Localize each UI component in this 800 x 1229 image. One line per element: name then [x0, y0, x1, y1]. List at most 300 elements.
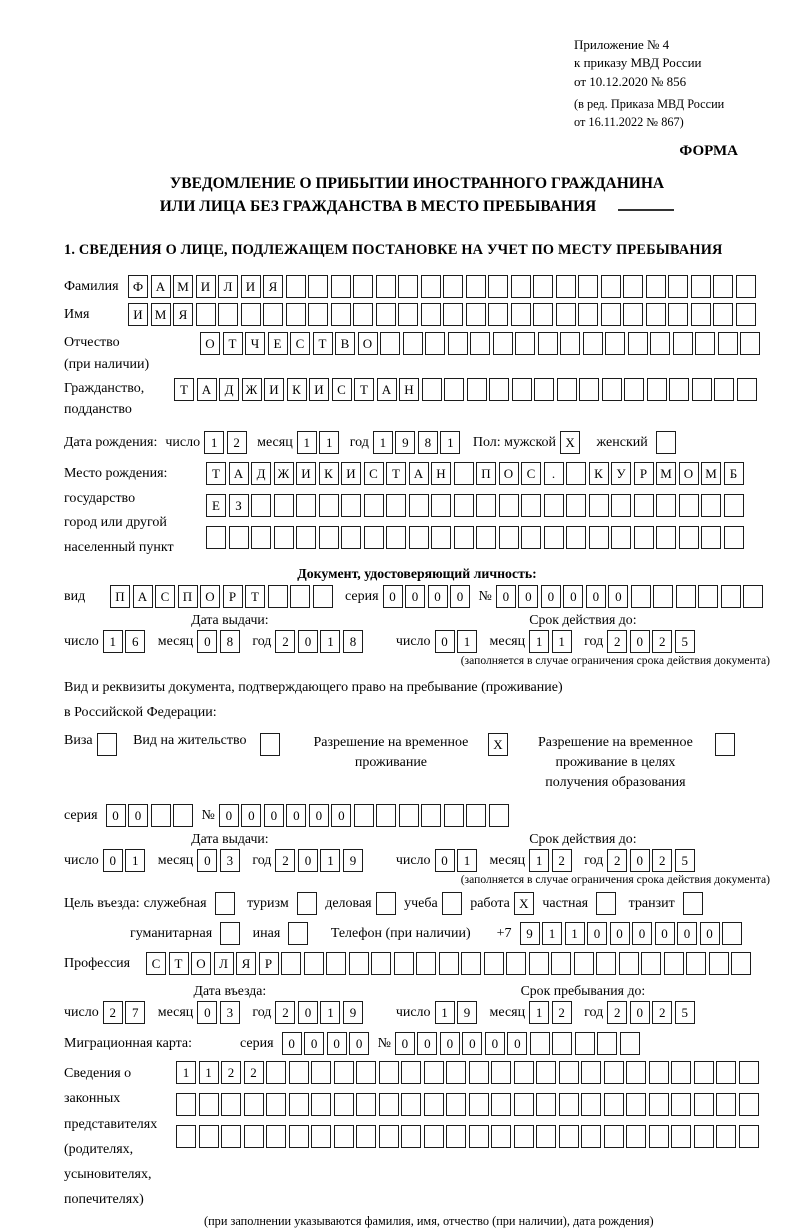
char-cell[interactable]: 2	[275, 630, 295, 653]
char-cell[interactable]	[286, 303, 306, 326]
char-cell[interactable]	[289, 1061, 309, 1084]
char-cell[interactable]: 1	[457, 630, 477, 653]
char-cell[interactable]: 0	[331, 804, 351, 827]
char-cell[interactable]: 0	[630, 1001, 650, 1024]
char-cell[interactable]	[334, 1125, 354, 1148]
char-cell[interactable]: 8	[343, 630, 363, 653]
char-cell[interactable]	[422, 378, 442, 401]
char-cell[interactable]: О	[499, 462, 519, 485]
char-cell[interactable]	[604, 1061, 624, 1084]
char-cell[interactable]	[376, 804, 396, 827]
purpose-transit-checkbox[interactable]	[683, 892, 706, 915]
birth-place-row3-boxes[interactable]	[206, 526, 746, 549]
char-cell[interactable]	[601, 275, 621, 298]
char-cell[interactable]	[556, 275, 576, 298]
char-cell[interactable]	[364, 494, 384, 517]
char-cell[interactable]	[313, 585, 333, 608]
char-cell[interactable]	[491, 1061, 511, 1084]
char-cell[interactable]	[356, 1093, 376, 1116]
char-cell[interactable]	[533, 275, 553, 298]
char-cell[interactable]	[611, 494, 631, 517]
char-cell[interactable]	[538, 332, 558, 355]
char-cell[interactable]: 0	[518, 585, 538, 608]
passport-number-boxes[interactable]	[496, 585, 766, 608]
stay-day-boxes[interactable]	[435, 1001, 480, 1024]
char-cell[interactable]	[605, 332, 625, 355]
char-cell[interactable]: М	[656, 462, 676, 485]
passport-issue-year-boxes[interactable]	[275, 630, 365, 653]
char-cell[interactable]	[671, 1125, 691, 1148]
char-cell[interactable]	[597, 1032, 617, 1055]
char-cell[interactable]: 2	[275, 1001, 295, 1024]
char-cell[interactable]: 1	[435, 1001, 455, 1024]
char-cell[interactable]	[476, 494, 496, 517]
char-cell[interactable]	[379, 1061, 399, 1084]
char-cell[interactable]	[491, 1093, 511, 1116]
char-cell[interactable]	[713, 303, 733, 326]
char-cell[interactable]: 2	[652, 849, 672, 872]
char-cell[interactable]: М	[173, 275, 193, 298]
char-cell[interactable]: 0	[700, 922, 720, 945]
char-cell[interactable]	[521, 494, 541, 517]
char-cell[interactable]	[641, 952, 661, 975]
given-name-boxes[interactable]	[128, 303, 758, 326]
char-cell[interactable]	[281, 952, 301, 975]
char-cell[interactable]: 1	[457, 849, 477, 872]
passport-valid-day-boxes[interactable]	[435, 630, 480, 653]
char-cell[interactable]: О	[191, 952, 211, 975]
char-cell[interactable]	[470, 332, 490, 355]
char-cell[interactable]: И	[296, 462, 316, 485]
migration-series-boxes[interactable]	[282, 1032, 372, 1055]
char-cell[interactable]	[694, 1061, 714, 1084]
entry-month-boxes[interactable]	[197, 1001, 242, 1024]
char-cell[interactable]: Т	[174, 378, 194, 401]
char-cell[interactable]	[514, 1093, 534, 1116]
char-cell[interactable]: Л	[214, 952, 234, 975]
char-cell[interactable]	[511, 303, 531, 326]
char-cell[interactable]: С	[521, 462, 541, 485]
char-cell[interactable]	[401, 1093, 421, 1116]
passport-series-boxes[interactable]	[383, 585, 473, 608]
char-cell[interactable]: 0	[304, 1032, 324, 1055]
char-cell[interactable]: Я	[263, 275, 283, 298]
char-cell[interactable]	[379, 1093, 399, 1116]
char-cell[interactable]	[692, 378, 712, 401]
char-cell[interactable]	[341, 494, 361, 517]
char-cell[interactable]	[552, 1032, 572, 1055]
char-cell[interactable]	[709, 952, 729, 975]
char-cell[interactable]	[581, 1125, 601, 1148]
char-cell[interactable]	[356, 1061, 376, 1084]
permit-issue-day-boxes[interactable]	[103, 849, 148, 872]
char-cell[interactable]: 5	[675, 630, 695, 653]
char-cell[interactable]	[386, 494, 406, 517]
char-cell[interactable]	[679, 494, 699, 517]
char-cell[interactable]	[701, 526, 721, 549]
char-cell[interactable]: 1	[320, 630, 340, 653]
char-cell[interactable]	[714, 378, 734, 401]
char-cell[interactable]	[647, 378, 667, 401]
char-cell[interactable]	[469, 1061, 489, 1084]
char-cell[interactable]	[736, 275, 756, 298]
char-cell[interactable]: Е	[268, 332, 288, 355]
char-cell[interactable]	[334, 1061, 354, 1084]
char-cell[interactable]	[506, 952, 526, 975]
char-cell[interactable]	[469, 1125, 489, 1148]
char-cell[interactable]	[628, 332, 648, 355]
char-cell[interactable]	[151, 804, 171, 827]
char-cell[interactable]	[467, 378, 487, 401]
char-cell[interactable]	[739, 1093, 759, 1116]
sex-male-checkbox[interactable]	[560, 431, 583, 454]
char-cell[interactable]	[544, 526, 564, 549]
char-cell[interactable]	[536, 1061, 556, 1084]
char-cell[interactable]	[736, 303, 756, 326]
char-cell[interactable]	[443, 303, 463, 326]
char-cell[interactable]	[290, 585, 310, 608]
char-cell[interactable]	[199, 1093, 219, 1116]
char-cell[interactable]	[266, 1125, 286, 1148]
char-cell[interactable]	[698, 585, 718, 608]
char-cell[interactable]: 0	[655, 922, 675, 945]
char-cell[interactable]	[308, 303, 328, 326]
char-cell[interactable]	[556, 303, 576, 326]
char-cell[interactable]	[499, 494, 519, 517]
char-cell[interactable]: 0	[286, 804, 306, 827]
char-cell[interactable]: 8	[220, 630, 240, 653]
char-cell[interactable]: 2	[244, 1061, 264, 1084]
char-cell[interactable]	[557, 378, 577, 401]
char-cell[interactable]	[454, 494, 474, 517]
char-cell[interactable]: М	[701, 462, 721, 485]
char-cell[interactable]: 1	[529, 1001, 549, 1024]
purpose-private-checkbox[interactable]	[596, 892, 619, 915]
char-cell[interactable]	[624, 378, 644, 401]
char-cell[interactable]	[176, 1093, 196, 1116]
char-cell[interactable]: 7	[125, 1001, 145, 1024]
char-cell[interactable]: 1	[320, 849, 340, 872]
char-cell[interactable]: А	[377, 378, 397, 401]
char-cell[interactable]	[466, 804, 486, 827]
purpose-other-checkbox[interactable]	[288, 922, 311, 945]
char-cell[interactable]: О	[200, 585, 220, 608]
char-cell[interactable]	[579, 378, 599, 401]
char-cell[interactable]	[380, 332, 400, 355]
char-cell[interactable]: Ж	[274, 462, 294, 485]
passport-valid-year-boxes[interactable]	[607, 630, 697, 653]
char-cell[interactable]	[353, 303, 373, 326]
char-cell[interactable]	[499, 526, 519, 549]
char-cell[interactable]: Ф	[128, 275, 148, 298]
char-cell[interactable]: Т	[169, 952, 189, 975]
char-cell[interactable]: 0	[241, 804, 261, 827]
char-cell[interactable]: 2	[227, 431, 247, 454]
permit-issue-month-boxes[interactable]	[197, 849, 242, 872]
char-cell[interactable]: 2	[552, 1001, 572, 1024]
char-cell[interactable]: 1	[529, 630, 549, 653]
char-cell[interactable]: К	[319, 462, 339, 485]
char-cell[interactable]	[289, 1093, 309, 1116]
patronymic-boxes[interactable]	[200, 332, 763, 355]
permit-number-boxes[interactable]	[219, 804, 512, 827]
char-cell[interactable]: Т	[223, 332, 243, 355]
char-cell[interactable]: И	[309, 378, 329, 401]
char-cell[interactable]	[354, 804, 374, 827]
char-cell[interactable]: И	[341, 462, 361, 485]
sex-female-checkbox[interactable]	[656, 431, 679, 454]
char-cell[interactable]: 9	[520, 922, 540, 945]
char-cell[interactable]: 0	[608, 585, 628, 608]
checkbox-cell[interactable]	[215, 892, 235, 915]
char-cell[interactable]: 2	[652, 630, 672, 653]
char-cell[interactable]: С	[146, 952, 166, 975]
char-cell[interactable]	[331, 303, 351, 326]
char-cell[interactable]	[489, 804, 509, 827]
char-cell[interactable]: Е	[206, 494, 226, 517]
char-cell[interactable]	[559, 1125, 579, 1148]
char-cell[interactable]	[349, 952, 369, 975]
char-cell[interactable]	[534, 378, 554, 401]
char-cell[interactable]: Т	[206, 462, 226, 485]
char-cell[interactable]: Н	[431, 462, 451, 485]
char-cell[interactable]: 1	[103, 630, 123, 653]
char-cell[interactable]: Р	[223, 585, 243, 608]
checkbox-cell[interactable]	[442, 892, 462, 915]
char-cell[interactable]: 2	[607, 849, 627, 872]
char-cell[interactable]	[626, 1125, 646, 1148]
char-cell[interactable]	[611, 526, 631, 549]
char-cell[interactable]	[274, 494, 294, 517]
char-cell[interactable]: 0	[106, 804, 126, 827]
char-cell[interactable]: 0	[435, 849, 455, 872]
char-cell[interactable]	[718, 332, 738, 355]
char-cell[interactable]	[673, 332, 693, 355]
char-cell[interactable]: 0	[440, 1032, 460, 1055]
char-cell[interactable]: 3	[220, 849, 240, 872]
char-cell[interactable]: З	[229, 494, 249, 517]
char-cell[interactable]	[694, 1125, 714, 1148]
char-cell[interactable]	[266, 1061, 286, 1084]
char-cell[interactable]	[409, 494, 429, 517]
char-cell[interactable]: 1	[176, 1061, 196, 1084]
permit-valid-year-boxes[interactable]	[607, 849, 697, 872]
char-cell[interactable]: Л	[218, 275, 238, 298]
char-cell[interactable]	[488, 303, 508, 326]
char-cell[interactable]	[668, 275, 688, 298]
char-cell[interactable]	[425, 332, 445, 355]
char-cell[interactable]: С	[290, 332, 310, 355]
char-cell[interactable]	[739, 1125, 759, 1148]
char-cell[interactable]: 2	[607, 630, 627, 653]
char-cell[interactable]: С	[332, 378, 352, 401]
char-cell[interactable]	[620, 1032, 640, 1055]
char-cell[interactable]	[559, 1061, 579, 1084]
profession-boxes[interactable]	[146, 952, 754, 975]
char-cell[interactable]: 0	[417, 1032, 437, 1055]
char-cell[interactable]	[424, 1093, 444, 1116]
char-cell[interactable]	[308, 275, 328, 298]
char-cell[interactable]: И	[128, 303, 148, 326]
residence-permit-checkbox[interactable]	[260, 733, 283, 756]
char-cell[interactable]	[196, 303, 216, 326]
char-cell[interactable]	[421, 303, 441, 326]
char-cell[interactable]	[691, 303, 711, 326]
char-cell[interactable]	[604, 1125, 624, 1148]
char-cell[interactable]	[409, 526, 429, 549]
char-cell[interactable]	[296, 526, 316, 549]
char-cell[interactable]: Ч	[245, 332, 265, 355]
char-cell[interactable]: К	[589, 462, 609, 485]
char-cell[interactable]	[716, 1125, 736, 1148]
char-cell[interactable]	[221, 1093, 241, 1116]
char-cell[interactable]	[394, 952, 414, 975]
entry-day-boxes[interactable]	[103, 1001, 148, 1024]
char-cell[interactable]	[583, 332, 603, 355]
char-cell[interactable]	[694, 1093, 714, 1116]
char-cell[interactable]	[446, 1125, 466, 1148]
char-cell[interactable]: 0	[282, 1032, 302, 1055]
char-cell[interactable]: 8	[418, 431, 438, 454]
char-cell[interactable]: 0	[435, 630, 455, 653]
checkbox-cell[interactable]	[596, 892, 616, 915]
checkbox-cell[interactable]	[656, 431, 676, 454]
char-cell[interactable]: 9	[395, 431, 415, 454]
char-cell[interactable]: 1	[320, 1001, 340, 1024]
char-cell[interactable]	[401, 1061, 421, 1084]
char-cell[interactable]	[484, 952, 504, 975]
char-cell[interactable]	[489, 378, 509, 401]
char-cell[interactable]	[512, 378, 532, 401]
char-cell[interactable]	[626, 1093, 646, 1116]
char-cell[interactable]	[319, 526, 339, 549]
char-cell[interactable]	[454, 526, 474, 549]
char-cell[interactable]: 9	[343, 1001, 363, 1024]
char-cell[interactable]	[454, 462, 474, 485]
char-cell[interactable]	[353, 275, 373, 298]
char-cell[interactable]	[469, 1093, 489, 1116]
char-cell[interactable]	[589, 494, 609, 517]
char-cell[interactable]	[274, 526, 294, 549]
char-cell[interactable]	[701, 494, 721, 517]
char-cell[interactable]	[574, 952, 594, 975]
char-cell[interactable]	[656, 494, 676, 517]
char-cell[interactable]	[731, 952, 751, 975]
char-cell[interactable]	[604, 1093, 624, 1116]
char-cell[interactable]	[311, 1061, 331, 1084]
char-cell[interactable]	[743, 585, 763, 608]
char-cell[interactable]	[443, 275, 463, 298]
char-cell[interactable]	[669, 378, 689, 401]
char-cell[interactable]	[634, 494, 654, 517]
char-cell[interactable]: С	[364, 462, 384, 485]
char-cell[interactable]: П	[178, 585, 198, 608]
char-cell[interactable]: 0	[630, 630, 650, 653]
representatives-row3-boxes[interactable]	[176, 1125, 761, 1148]
char-cell[interactable]	[646, 303, 666, 326]
char-cell[interactable]: 1	[440, 431, 460, 454]
char-cell[interactable]: 0	[485, 1032, 505, 1055]
char-cell[interactable]: 0	[563, 585, 583, 608]
char-cell[interactable]	[668, 303, 688, 326]
purpose-business-checkbox[interactable]	[376, 892, 399, 915]
char-cell[interactable]	[199, 1125, 219, 1148]
char-cell[interactable]: А	[197, 378, 217, 401]
checkbox-cell[interactable]	[260, 733, 280, 756]
temp-residence-edu-checkbox[interactable]	[715, 733, 738, 756]
char-cell[interactable]: .	[544, 462, 564, 485]
char-cell[interactable]	[530, 1032, 550, 1055]
char-cell[interactable]	[371, 952, 391, 975]
char-cell[interactable]	[739, 1061, 759, 1084]
char-cell[interactable]: 0	[327, 1032, 347, 1055]
char-cell[interactable]	[716, 1061, 736, 1084]
permit-valid-month-boxes[interactable]	[529, 849, 574, 872]
char-cell[interactable]	[439, 952, 459, 975]
char-cell[interactable]	[326, 952, 346, 975]
char-cell[interactable]: 5	[675, 849, 695, 872]
checkbox-cell[interactable]	[715, 733, 735, 756]
char-cell[interactable]	[521, 526, 541, 549]
char-cell[interactable]: И	[196, 275, 216, 298]
char-cell[interactable]	[461, 952, 481, 975]
char-cell[interactable]: 0	[383, 585, 403, 608]
char-cell[interactable]	[650, 332, 670, 355]
char-cell[interactable]	[713, 275, 733, 298]
char-cell[interactable]	[514, 1061, 534, 1084]
char-cell[interactable]: 0	[586, 585, 606, 608]
char-cell[interactable]	[671, 1093, 691, 1116]
char-cell[interactable]	[424, 1061, 444, 1084]
char-cell[interactable]: Д	[251, 462, 271, 485]
char-cell[interactable]: 0	[128, 804, 148, 827]
char-cell[interactable]	[379, 1125, 399, 1148]
purpose-official-checkbox[interactable]	[215, 892, 238, 915]
passport-valid-month-boxes[interactable]	[529, 630, 574, 653]
char-cell[interactable]: О	[200, 332, 220, 355]
birth-month-boxes[interactable]	[297, 431, 342, 454]
char-cell[interactable]	[596, 952, 616, 975]
purpose-work-checkbox[interactable]	[514, 892, 537, 915]
char-cell[interactable]	[286, 275, 306, 298]
checkbox-cell[interactable]	[683, 892, 703, 915]
char-cell[interactable]	[421, 275, 441, 298]
char-cell[interactable]: О	[679, 462, 699, 485]
char-cell[interactable]: 0	[298, 849, 318, 872]
char-cell[interactable]	[399, 804, 419, 827]
temp-residence-checkbox[interactable]	[488, 733, 511, 756]
birth-place-row1-boxes[interactable]	[206, 462, 746, 485]
citizenship-boxes[interactable]	[174, 378, 759, 401]
char-cell[interactable]	[444, 804, 464, 827]
char-cell[interactable]	[623, 275, 643, 298]
char-cell[interactable]	[341, 526, 361, 549]
char-cell[interactable]: И	[241, 275, 261, 298]
char-cell[interactable]	[289, 1125, 309, 1148]
char-cell[interactable]: 0	[405, 585, 425, 608]
char-cell[interactable]	[176, 1125, 196, 1148]
char-cell[interactable]	[566, 526, 586, 549]
char-cell[interactable]	[578, 303, 598, 326]
char-cell[interactable]	[536, 1125, 556, 1148]
char-cell[interactable]: 0	[677, 922, 697, 945]
char-cell[interactable]	[218, 303, 238, 326]
char-cell[interactable]	[398, 275, 418, 298]
char-cell[interactable]: Ж	[242, 378, 262, 401]
char-cell[interactable]: 0	[197, 849, 217, 872]
char-cell[interactable]	[251, 494, 271, 517]
char-cell[interactable]: 0	[298, 1001, 318, 1024]
